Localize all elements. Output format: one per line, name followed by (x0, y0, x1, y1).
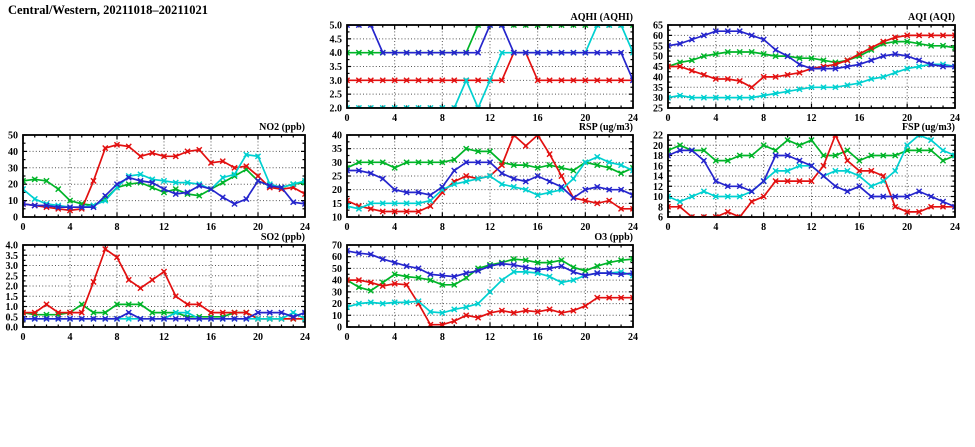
svg-text:0: 0 (20, 332, 26, 343)
svg-text:8: 8 (439, 113, 445, 124)
gridlines (668, 25, 955, 108)
svg-text:50: 50 (8, 130, 18, 142)
svg-text:0: 0 (665, 113, 671, 124)
chart-title-rsp: RSP (ug/m3) (578, 122, 633, 133)
svg-text:8: 8 (114, 222, 120, 233)
svg-text:50: 50 (653, 51, 663, 63)
y-tick-labels (6, 241, 19, 334)
svg-text:0.0: 0.0 (5, 322, 18, 334)
svg-text:20: 20 (653, 140, 663, 152)
svg-text:30: 30 (332, 287, 342, 299)
chart-title-o3: O3 (ppb) (594, 232, 633, 243)
svg-text:4: 4 (392, 222, 398, 233)
svg-text:16: 16 (653, 161, 663, 173)
svg-text:8: 8 (114, 332, 120, 343)
plot-border (23, 135, 305, 217)
y-tick-labels (653, 21, 663, 115)
gridlines (23, 135, 305, 217)
x-tick-labels (345, 332, 639, 343)
svg-text:15: 15 (332, 198, 342, 210)
svg-text:2.5: 2.5 (5, 271, 18, 283)
svg-text:16: 16 (854, 113, 865, 124)
chart-o3 (313, 231, 643, 345)
svg-text:20: 20 (253, 332, 263, 343)
svg-text:0: 0 (665, 222, 671, 233)
o3-plot-canvas (313, 231, 643, 345)
svg-text:12: 12 (485, 332, 495, 343)
svg-text:16: 16 (532, 222, 543, 233)
svg-text:20: 20 (902, 113, 913, 124)
y-tick-labels (330, 21, 343, 115)
chart-aqhi (313, 11, 643, 126)
svg-text:10: 10 (653, 192, 663, 203)
svg-text:40: 40 (653, 72, 663, 84)
svg-text:4: 4 (67, 222, 73, 233)
aqi-plot-canvas (634, 11, 965, 126)
chart-rsp (313, 121, 643, 235)
svg-text:4: 4 (392, 113, 398, 124)
gridlines (347, 25, 633, 108)
svg-text:3.5: 3.5 (5, 250, 18, 262)
svg-text:12: 12 (806, 113, 817, 124)
svg-text:4.5: 4.5 (329, 34, 342, 46)
series-red (344, 50, 635, 83)
svg-text:0: 0 (344, 222, 350, 233)
svg-text:8: 8 (439, 332, 445, 343)
svg-text:70: 70 (332, 240, 342, 252)
svg-text:18: 18 (653, 151, 663, 162)
y-tick-labels (8, 131, 18, 224)
svg-text:3.5: 3.5 (329, 62, 342, 73)
axis-ticks (23, 135, 305, 217)
series-green (665, 138, 957, 164)
chart-aqi (634, 11, 965, 126)
svg-text:20: 20 (580, 113, 591, 124)
svg-text:24: 24 (950, 113, 960, 124)
page-title: Central/Western, 20211018–20211021 (8, 3, 208, 17)
svg-text:40: 40 (332, 130, 342, 142)
svg-text:14: 14 (653, 171, 663, 183)
svg-text:12: 12 (485, 113, 495, 124)
svg-text:4.0: 4.0 (329, 48, 342, 60)
svg-text:20: 20 (580, 332, 591, 343)
svg-text:0: 0 (344, 113, 350, 124)
svg-text:0: 0 (13, 212, 18, 224)
svg-text:12: 12 (159, 222, 169, 233)
svg-text:1.0: 1.0 (5, 302, 18, 313)
svg-text:0: 0 (20, 222, 26, 233)
x-tick-labels (21, 332, 311, 343)
svg-text:12: 12 (485, 222, 495, 233)
svg-text:10: 10 (332, 212, 342, 224)
plot-border (347, 245, 633, 327)
svg-text:16: 16 (854, 222, 865, 233)
svg-text:10: 10 (332, 310, 342, 322)
svg-text:60: 60 (653, 30, 663, 42)
svg-text:16: 16 (206, 332, 216, 343)
y-tick-labels (332, 241, 342, 334)
svg-text:2.0: 2.0 (329, 103, 342, 115)
svg-text:3.0: 3.0 (329, 75, 342, 87)
svg-text:16: 16 (206, 222, 216, 233)
series-cyan (344, 22, 635, 110)
svg-text:0: 0 (337, 322, 342, 334)
svg-text:24: 24 (950, 222, 960, 233)
rsp-plot-canvas (313, 121, 643, 235)
y-tick-labels (332, 131, 342, 224)
svg-text:20: 20 (253, 222, 263, 233)
y-tick-labels (653, 131, 663, 224)
chart-fsp (634, 121, 965, 235)
svg-text:12: 12 (806, 222, 817, 233)
svg-text:24: 24 (300, 332, 310, 343)
svg-text:8: 8 (761, 222, 767, 233)
svg-text:4: 4 (392, 332, 398, 343)
chart-title-fsp: FSP (ug/m3) (901, 122, 955, 133)
chart-title-aqhi: AQHI (AQHI) (570, 12, 633, 23)
svg-text:24: 24 (628, 332, 638, 343)
svg-text:8: 8 (761, 113, 767, 124)
svg-text:5.0: 5.0 (329, 20, 342, 32)
svg-text:24: 24 (300, 222, 310, 233)
gridlines (23, 245, 305, 327)
svg-text:2.5: 2.5 (329, 89, 342, 101)
svg-text:25: 25 (653, 103, 663, 115)
svg-text:24: 24 (628, 222, 638, 233)
svg-text:4: 4 (67, 332, 73, 343)
svg-text:60: 60 (332, 252, 342, 264)
svg-text:45: 45 (653, 62, 663, 73)
svg-text:0: 0 (344, 332, 350, 343)
svg-text:12: 12 (159, 332, 169, 343)
data-point-markers (665, 148, 957, 210)
svg-text:30: 30 (332, 157, 342, 169)
svg-text:16: 16 (532, 332, 543, 343)
svg-text:50: 50 (332, 263, 342, 275)
chart-title-no2: NO2 (ppb) (259, 122, 305, 133)
svg-text:10: 10 (8, 196, 18, 208)
svg-text:16: 16 (532, 113, 543, 124)
svg-text:25: 25 (332, 171, 342, 183)
gridlines (347, 245, 633, 327)
svg-text:6: 6 (658, 212, 663, 224)
aqhi-plot-canvas (313, 11, 643, 126)
svg-text:12: 12 (653, 181, 663, 193)
gridlines (668, 135, 955, 217)
svg-text:20: 20 (8, 179, 18, 191)
no2-plot-canvas (0, 121, 315, 235)
svg-text:30: 30 (653, 93, 663, 105)
so2-plot-canvas (0, 231, 315, 345)
svg-text:8: 8 (658, 202, 663, 214)
svg-text:20: 20 (332, 299, 342, 311)
svg-text:4: 4 (713, 222, 719, 233)
data-point-markers (344, 50, 635, 83)
x-tick-labels (666, 222, 961, 233)
svg-text:40: 40 (8, 146, 18, 158)
svg-text:20: 20 (332, 185, 342, 197)
svg-text:35: 35 (332, 144, 342, 156)
svg-text:4: 4 (713, 113, 719, 124)
fsp-plot-canvas (634, 121, 965, 235)
chart-title-aqi: AQI (AQI) (908, 12, 955, 23)
chart-title-so2: SO2 (ppb) (260, 232, 305, 243)
svg-text:40: 40 (332, 275, 342, 287)
svg-text:30: 30 (8, 163, 18, 175)
svg-text:0.5: 0.5 (5, 312, 18, 324)
svg-text:24: 24 (628, 113, 638, 124)
axis-ticks (347, 245, 633, 327)
svg-text:22: 22 (653, 130, 663, 142)
svg-text:35: 35 (653, 82, 663, 94)
svg-text:4.0: 4.0 (5, 240, 18, 252)
chart-no2 (0, 121, 315, 235)
svg-text:1.5: 1.5 (5, 291, 18, 303)
chart-so2 (0, 231, 315, 345)
svg-text:55: 55 (653, 41, 663, 53)
svg-text:20: 20 (902, 222, 913, 233)
svg-text:3.0: 3.0 (5, 261, 18, 272)
svg-text:2.0: 2.0 (5, 281, 18, 293)
svg-text:20: 20 (580, 222, 591, 233)
svg-text:8: 8 (439, 222, 445, 233)
svg-text:65: 65 (653, 20, 663, 32)
series-blue (665, 148, 957, 210)
series-cyan (344, 269, 635, 315)
